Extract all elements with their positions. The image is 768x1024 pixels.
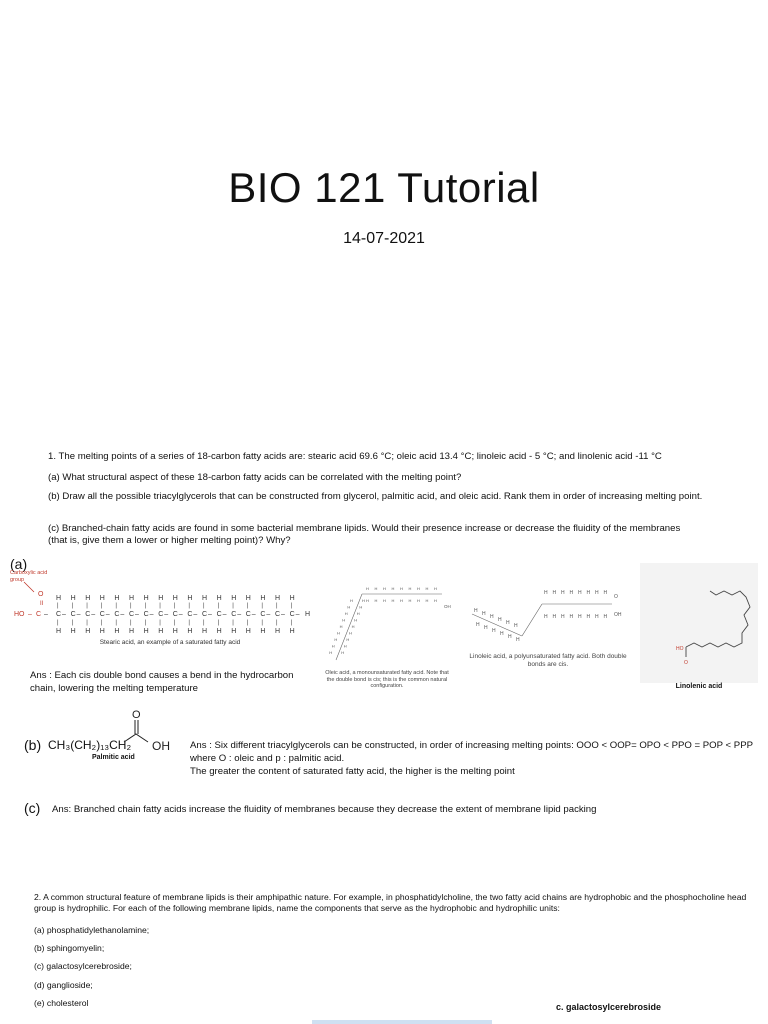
linolenic-ho: HO — [676, 646, 684, 652]
stearic-bottom-h: H — [99, 628, 105, 635]
linoleic-h: H — [544, 590, 548, 596]
linoleic-h: H — [508, 634, 512, 640]
oleic-h: H — [362, 598, 365, 603]
linoleic-h: H — [552, 614, 557, 620]
stearic-chain-c: C — [245, 611, 251, 618]
stearic-chain-bond: – — [222, 611, 227, 618]
stearic-top-bond: | — [290, 603, 293, 609]
stearic-top-h: H — [187, 595, 193, 602]
oleic-h: H — [351, 624, 355, 629]
stearic-acid-structure — [10, 568, 320, 658]
linoleic-h: H — [578, 590, 582, 596]
palmitic-oh: OH — [152, 739, 170, 753]
stearic-carbon-chain — [28, 611, 310, 618]
stearic-top-h: H — [231, 595, 237, 602]
linoleic-h: H — [561, 614, 565, 620]
stearic-chain-c: C — [231, 611, 237, 618]
oleic-h: H — [400, 586, 403, 591]
linoleic-h: H — [476, 622, 480, 628]
oleic-h: H — [374, 586, 378, 591]
stearic-bottom-bond: | — [115, 620, 117, 626]
date-subtitle: 14-07-2021 — [343, 230, 425, 247]
linoleic-h: H — [595, 590, 599, 596]
linoleic-h: H — [578, 614, 582, 620]
stearic-chain-c: C — [114, 611, 120, 618]
stearic-bottom-h: H — [172, 628, 178, 635]
stearic-chain-bond: – — [251, 611, 256, 618]
stearic-chain-bond: – — [91, 611, 96, 618]
q2-item-e: (e) cholesterol — [34, 998, 89, 1008]
question-1a: (a) What structural aspect of these 18-carbon fatty acids can be correlated with the melting point? — [48, 472, 462, 483]
stearic-top-bond: | — [100, 603, 103, 609]
stearic-top-bond: | — [173, 603, 176, 609]
linolenic-acid-diagram — [640, 563, 758, 683]
answer-b-note: The greater the content of saturated fatty acid, the higher is the melting point — [190, 766, 515, 777]
linoleic-h: H — [569, 614, 574, 620]
oleic-h: H — [391, 598, 395, 603]
oleic-h: H — [337, 630, 340, 636]
stearic-chain-c: C — [70, 611, 76, 618]
oleic-h: H — [366, 586, 369, 591]
stearic-chain-bond: – — [120, 611, 125, 618]
stearic-top-bond: | — [144, 603, 147, 609]
oleic-h: H — [354, 617, 358, 623]
oleic-h: H — [425, 598, 429, 603]
stearic-bottom-h: H — [187, 628, 193, 635]
stearic-top-bond: | — [57, 603, 59, 609]
stearic-chain-bond: – — [295, 611, 300, 618]
linoleic-oh: OH — [614, 612, 622, 618]
stearic-top-bond: | — [232, 603, 234, 609]
stearic-chain-bond: – — [178, 611, 183, 618]
hydroxyl-ho: HO — [14, 611, 25, 618]
stearic-bottom-bond: | — [188, 620, 190, 626]
stearic-chain-c: C — [289, 611, 295, 618]
stearic-bottom-bond: | — [217, 620, 220, 626]
carboxylic-acid-label: Carboxylic acid group — [10, 570, 48, 583]
stearic-bottom-hydrogens — [56, 620, 295, 635]
oleic-h: H — [346, 637, 350, 642]
stearic-top-h: H — [99, 595, 105, 602]
stearic-bottom-bond: | — [246, 620, 249, 626]
stearic-bottom-bond: | — [261, 620, 263, 626]
stearic-top-bond: | — [159, 603, 161, 609]
linoleic-caption: Linoleic acid, a polyunsaturated fatty acid. Both double bonds are cis. — [469, 653, 627, 668]
linoleic-h: H — [603, 614, 608, 620]
oleic-h: H — [334, 637, 338, 642]
stearic-chain-bond: – — [76, 611, 81, 618]
palmitic-acid-structure — [46, 708, 186, 764]
answer-c: Ans: Branched chain fatty acids increase the fluidity of membranes because they decrease the extent of membrane lipid packing — [52, 804, 597, 815]
stearic-top-bond: | — [86, 603, 88, 609]
stearic-chain-c: C — [56, 611, 62, 618]
question-1b: (b) Draw all the possible triacylglycerols that can be constructed from glycerol, palmitic acid, and oleic acid. Rank them in order of increasing melting point. — [48, 491, 703, 502]
stearic-chain-c: C — [202, 611, 208, 618]
linoleic-h: H — [595, 614, 599, 620]
linoleic-acid-structure — [462, 586, 634, 676]
oleic-h: H — [425, 586, 429, 591]
oleic-h: H — [383, 598, 386, 603]
stearic-chain-c: C — [99, 611, 105, 618]
linoleic-h: H — [603, 590, 608, 596]
stearic-bottom-h: H — [289, 628, 295, 635]
linoleic-o: O — [614, 594, 618, 600]
linolenic-o: O — [684, 660, 688, 666]
linoleic-h: H — [474, 608, 478, 614]
linolenic-caption: Linolenic acid — [675, 683, 723, 690]
stearic-chain-c: C — [275, 611, 281, 618]
stearic-chain-c: C — [129, 611, 135, 618]
oleic-oh: OH — [444, 604, 451, 609]
question-1-intro: 1. The melting points of a series of 18-carbon fatty acids are: stearic acid 69.6 °C; oleic acid 13.4 °C; linoleic acid - 5 °C; and linolenic acid -11 °C — [48, 451, 662, 462]
stearic-top-h: H — [216, 595, 222, 602]
stearic-top-h: H — [202, 595, 208, 602]
stearic-bottom-h: H — [216, 628, 222, 635]
stearic-top-bond: | — [203, 603, 205, 609]
stearic-bottom-bond: | — [86, 620, 88, 626]
oleic-h: H — [374, 598, 378, 603]
oleic-h: H — [434, 598, 437, 603]
linolenic-skeleton — [686, 591, 750, 647]
oleic-h: H — [339, 624, 343, 629]
stearic-bottom-h: H — [129, 628, 135, 635]
stearic-chain-c: C — [216, 611, 222, 618]
linoleic-h: H — [552, 590, 557, 596]
carboxyl-chain-bond: – — [44, 611, 48, 618]
stearic-top-bond: | — [276, 603, 278, 609]
stearic-chain-bond: – — [281, 611, 285, 618]
linoleic-h: H — [514, 623, 518, 629]
linoleic-h: H — [490, 614, 494, 620]
linoleic-h: H — [492, 628, 496, 634]
linoleic-h: H — [569, 590, 574, 596]
stearic-top-h: H — [158, 595, 164, 602]
stearic-bottom-h: H — [260, 628, 266, 635]
palmitic-caption: Palmitic acid — [92, 754, 135, 761]
stearic-chain-bond: – — [266, 611, 271, 618]
oleic-h: H — [341, 650, 345, 655]
stearic-bottom-h: H — [202, 628, 208, 635]
oleic-h: H — [434, 586, 437, 591]
q2-item-d: (d) ganglioside; — [34, 980, 93, 990]
stearic-bottom-bond: | — [57, 620, 59, 626]
stearic-bottom-bond: | — [71, 620, 74, 626]
stearic-bottom-bond: | — [173, 620, 176, 626]
linoleic-h: H — [586, 590, 591, 596]
oleic-h: H — [366, 598, 369, 603]
oleic-acid-structure — [322, 580, 462, 700]
q2-item-b: (b) sphingomyelin; — [34, 943, 105, 953]
oleic-h: H — [391, 586, 395, 591]
linoleic-h: H — [484, 625, 488, 631]
oleic-h: H — [347, 604, 351, 610]
carboxyl-bond: – — [28, 611, 32, 618]
oleic-h: H — [417, 598, 420, 603]
stearic-top-h: H — [143, 595, 149, 602]
stearic-chain-bond: – — [105, 611, 110, 618]
oleic-h: H — [344, 611, 348, 616]
carbonyl-o: O — [38, 591, 44, 598]
stearic-top-bond: | — [217, 603, 220, 609]
answer-a: Ans : Each cis double bond causes a bend in the hydrocarbon chain, lowering the melting temperature — [30, 670, 294, 694]
oleic-h: H — [329, 650, 333, 655]
terminal-h: H — [305, 611, 311, 618]
linoleic-h: H — [506, 620, 510, 626]
carboxyl-c: C — [36, 611, 42, 618]
stearic-bottom-h: H — [275, 628, 281, 635]
stearic-chain-c: C — [260, 611, 266, 618]
linoleic-h: H — [498, 617, 502, 623]
stearic-top-h: H — [172, 595, 178, 602]
stearic-bottom-h: H — [85, 628, 91, 635]
stearic-chain-c: C — [85, 611, 91, 618]
stearic-chain-c: C — [158, 611, 164, 618]
oleic-h: H — [342, 617, 346, 623]
linoleic-h: H — [561, 590, 565, 596]
palmitic-o: O — [132, 709, 141, 721]
oleic-h: H — [349, 630, 352, 636]
oleic-h: H — [356, 611, 360, 616]
question-2-intro: 2. A common structural feature of membrane lipids is their amphipathic nature. For example, in phosphatidylcholine, the two fatty acid chains are hydrophobic and the phosphocholine head group is hydrophilic. For each of the following membrane lipids, name the components that serve as the hydrophobic and hydrophilic units: — [34, 892, 747, 913]
stearic-chain-bond: – — [193, 611, 198, 618]
linoleic-h: H — [586, 614, 591, 620]
oleic-h: H — [359, 604, 363, 610]
stearic-caption: Stearic acid, an example of a saturated fatty acid — [99, 639, 241, 646]
stearic-chain-bond: – — [237, 611, 242, 618]
stearic-bottom-bond: | — [144, 620, 147, 626]
galactosylcerebroside-label: c. galactosylcerebroside — [556, 1002, 662, 1012]
stearic-bottom-bond: | — [100, 620, 103, 626]
stearic-chain-bond: – — [149, 611, 154, 618]
stearic-bottom-bond: | — [290, 620, 293, 626]
linoleic-h: H — [482, 611, 486, 617]
palmitic-formula: CH₃(CH₂)₁₃CH₂ — [48, 738, 132, 752]
section-c-label: (c) — [24, 800, 41, 816]
stearic-bottom-h: H — [70, 628, 76, 635]
double-bond-mark: II — [40, 601, 44, 607]
stearic-bottom-bond: | — [203, 620, 205, 626]
stearic-top-h: H — [289, 595, 295, 602]
stearic-chain-c: C — [187, 611, 193, 618]
oleic-h: H — [331, 643, 335, 649]
stearic-top-bond: | — [261, 603, 263, 609]
stearic-chain-bond: – — [62, 611, 66, 618]
carboxyl-arrow — [24, 582, 34, 592]
oleic-h: H — [400, 598, 403, 603]
stearic-top-h: H — [114, 595, 120, 602]
stearic-top-h: H — [129, 595, 135, 602]
oleic-h: H — [350, 598, 353, 603]
linoleic-h: H — [500, 631, 504, 637]
linoleic-h: H — [516, 637, 520, 643]
figure-a-label: (a) — [10, 556, 28, 572]
question-1c: (c) Branched-chain fatty acids are found in some bacterial membrane lipids. Would their presence increase or decrease the fluidity of the membranes (that is, give them a lower or higher melting point)? Why? — [48, 523, 681, 546]
stearic-bottom-h: H — [231, 628, 237, 635]
linoleic-acid-diagram — [462, 586, 634, 646]
linoleic-chain-mid — [522, 604, 542, 636]
oleic-h: H — [408, 586, 412, 591]
section-b-label: (b) — [24, 737, 42, 753]
answer-b: Ans : Six different triacylglycerols can be constructed, in order of increasing melting points: OOO < OOP= OPO < PPO = POP < PPP where O : oleic and p : palmitic acid. — [190, 740, 753, 764]
stearic-top-bond: | — [71, 603, 74, 609]
stearic-top-h: H — [56, 595, 62, 602]
stearic-bottom-bond: | — [159, 620, 161, 626]
stearic-bottom-h: H — [56, 628, 62, 635]
oleic-h: H — [417, 586, 420, 591]
stearic-top-bond: | — [246, 603, 249, 609]
stearic-top-h: H — [260, 595, 266, 602]
figure-edge — [312, 1020, 492, 1024]
stearic-bottom-h: H — [158, 628, 164, 635]
stearic-chain-bond: – — [135, 611, 139, 618]
q2-item-c: (c) galactosylcerebroside; — [34, 961, 132, 971]
stearic-top-h: H — [275, 595, 281, 602]
stearic-chain-c: C — [143, 611, 149, 618]
oleic-acid-diagram — [322, 580, 462, 665]
stearic-bottom-bond: | — [232, 620, 234, 626]
stearic-bottom-h: H — [245, 628, 251, 635]
stearic-bottom-h: H — [114, 628, 120, 635]
stearic-chain-bond: – — [208, 611, 212, 618]
oleic-h: H — [383, 586, 386, 591]
oleic-h: H — [343, 643, 347, 649]
stearic-top-bond: | — [188, 603, 190, 609]
oleic-caption: Oleic acid, a monounsaturated fatty acid. Note that the double bond is cis; this is the common natural configuration. — [325, 670, 449, 689]
q2-item-a: (a) phosphatidylethanolamine; — [34, 925, 150, 935]
linoleic-h: H — [544, 614, 548, 620]
stearic-top-h: H — [245, 595, 251, 602]
stearic-top-hydrogens — [56, 595, 295, 609]
stearic-bottom-bond: | — [276, 620, 278, 626]
stearic-top-h: H — [70, 595, 76, 602]
stearic-chain-c: C — [172, 611, 178, 618]
stearic-top-bond: | — [115, 603, 117, 609]
stearic-bottom-bond: | — [130, 620, 132, 626]
stearic-bottom-h: H — [143, 628, 149, 635]
page-title: BIO 121 Tutorial — [228, 164, 540, 211]
linolenic-acid-structure — [640, 563, 758, 683]
oleic-h: H — [408, 598, 412, 603]
stearic-top-h: H — [85, 595, 91, 602]
stearic-top-bond: | — [130, 603, 132, 609]
stearic-chain-bond: – — [164, 611, 169, 618]
